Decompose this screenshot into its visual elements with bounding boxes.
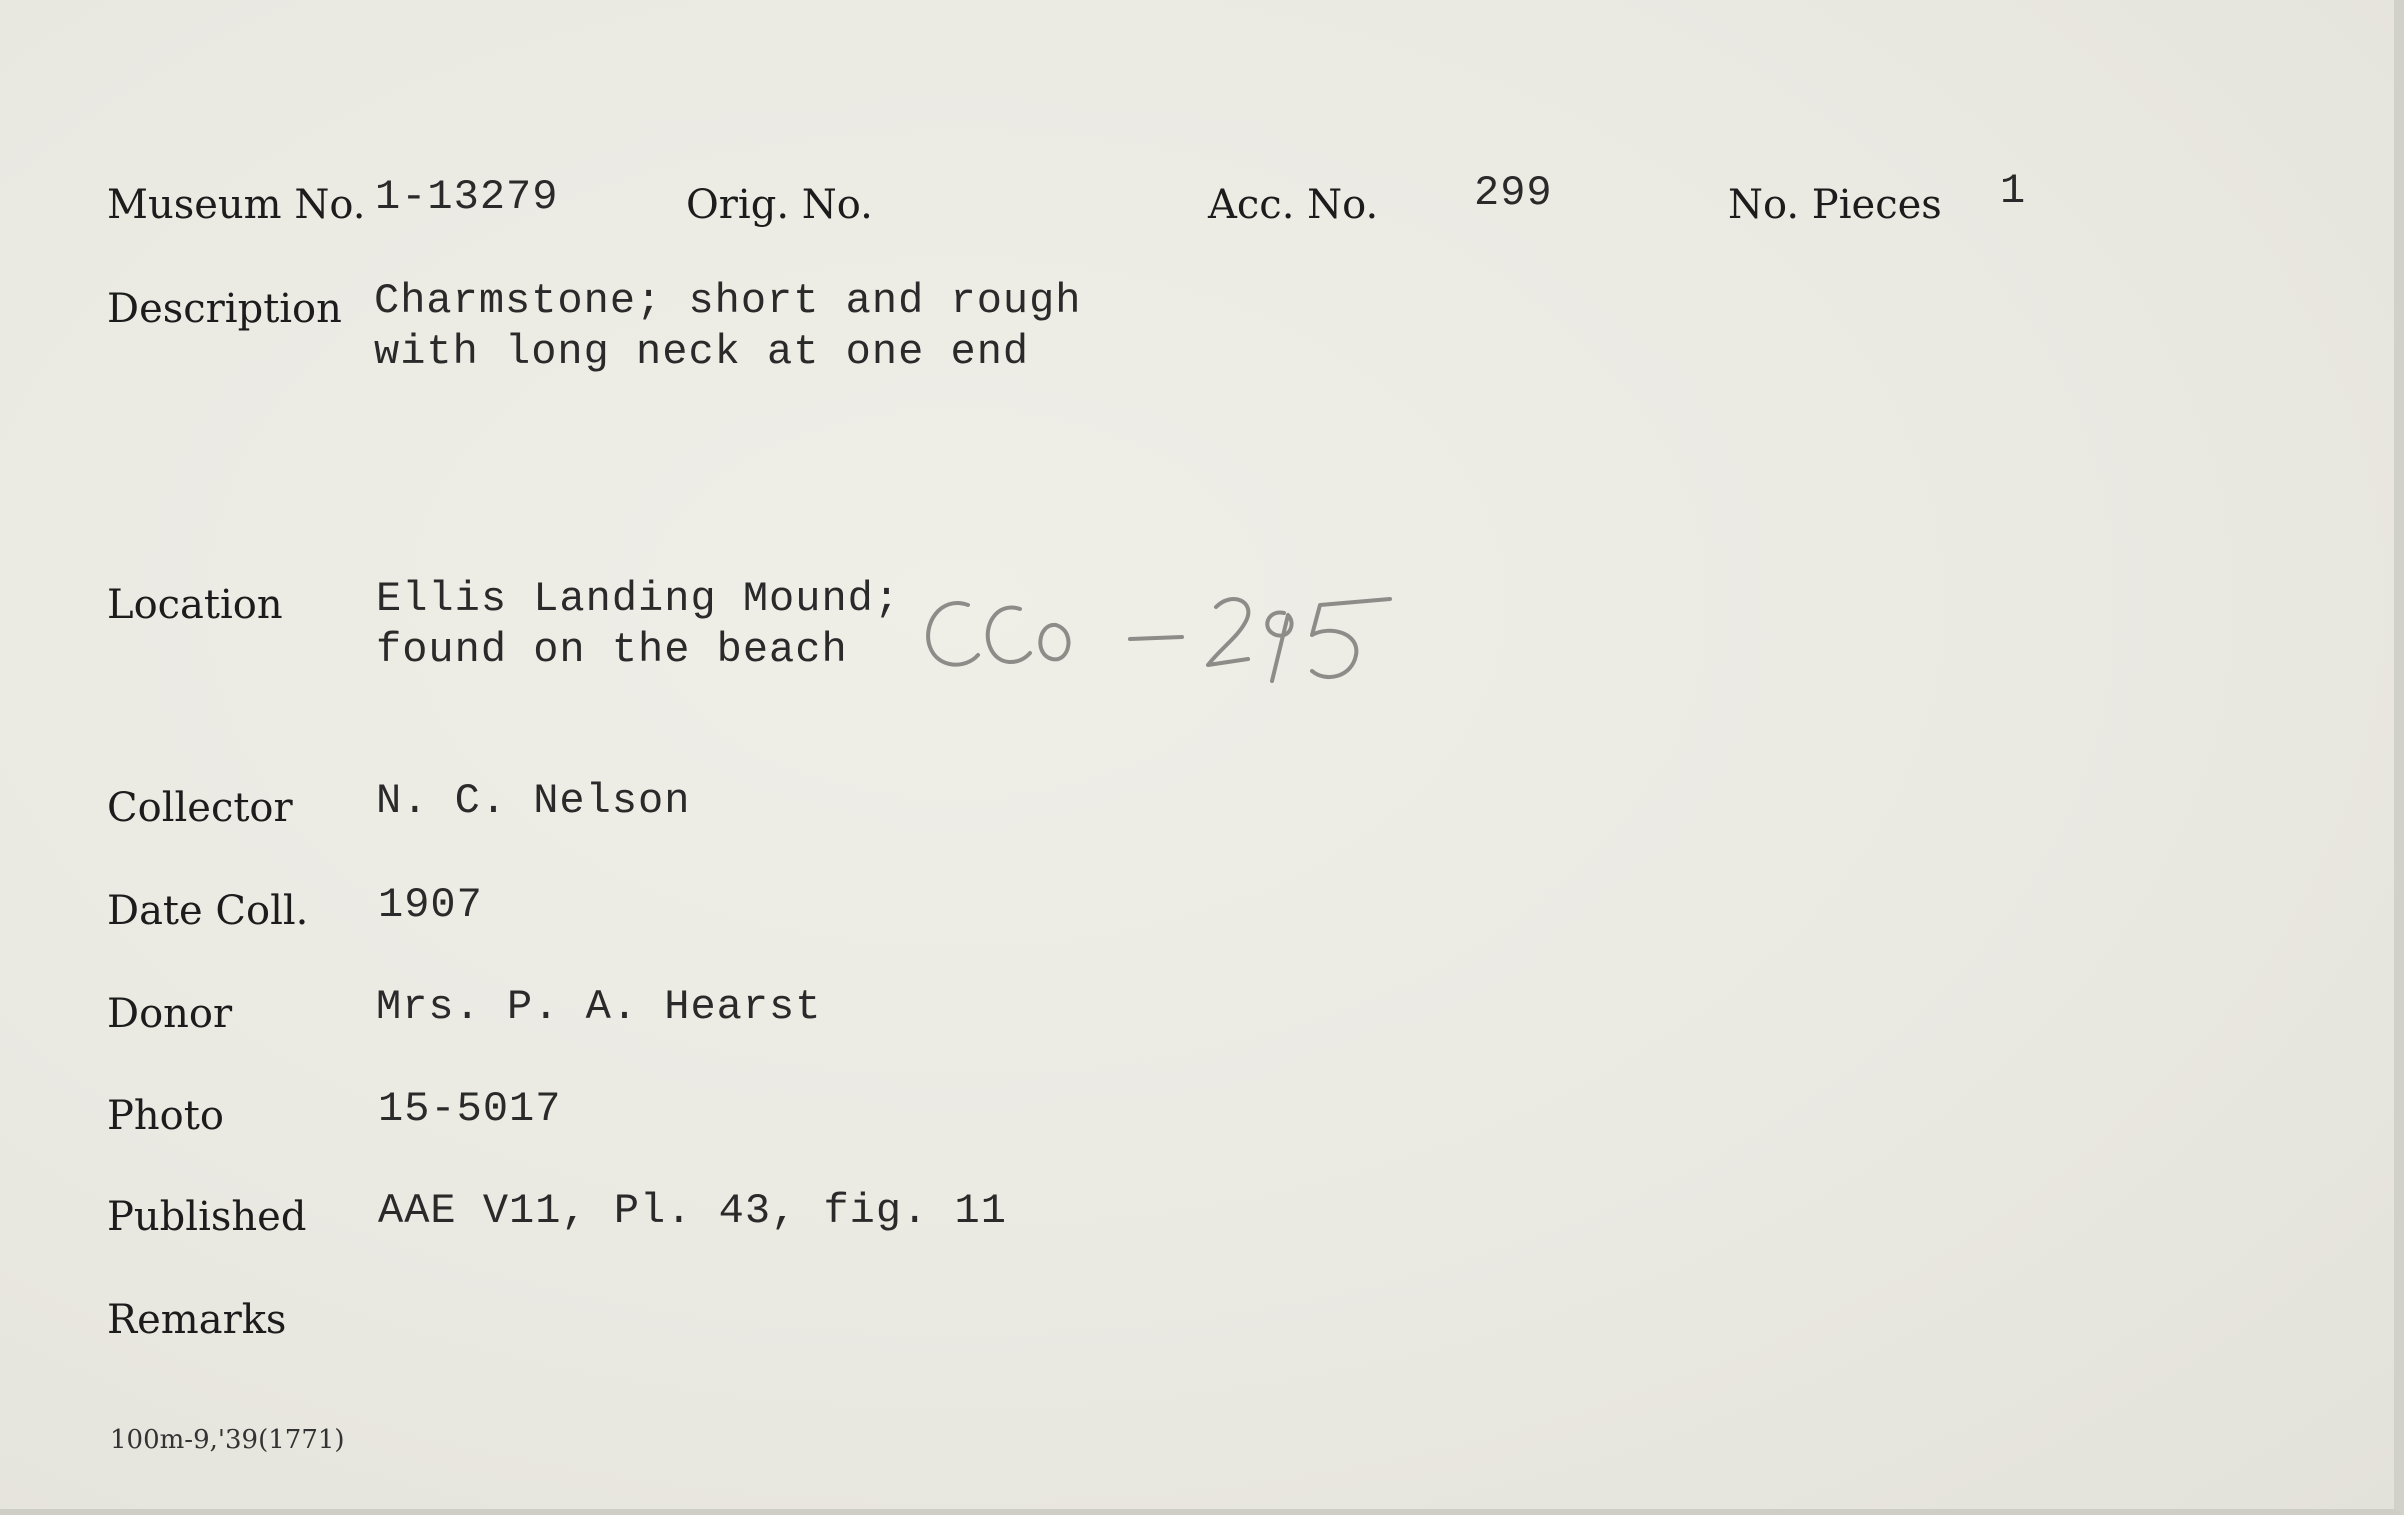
museum-no-label: Museum No. — [107, 182, 366, 228]
description-label: Description — [107, 286, 342, 332]
museum-no-value: 1-13279 — [375, 173, 559, 221]
no-pieces-label: No. Pieces — [1728, 182, 1942, 228]
description-line-1: Charmstone; short and rough — [374, 277, 1082, 325]
orig-no-label: Orig. No. — [686, 182, 873, 228]
photo-value: 15-5017 — [378, 1085, 562, 1133]
location-label: Location — [107, 582, 283, 628]
collector-value: N. C. Nelson — [376, 777, 691, 825]
print-code: 100m-9,'39(1771) — [110, 1425, 345, 1455]
location-line-2: found on the beach — [376, 626, 848, 674]
acc-no-value: 299 — [1474, 169, 1553, 217]
date-coll-label: Date Coll. — [107, 888, 309, 934]
donor-value: Mrs. P. A. Hearst — [376, 983, 822, 1031]
description-line-2: with long neck at one end — [374, 328, 1030, 376]
acc-no-label: Acc. No. — [1208, 182, 1379, 228]
published-value: AAE V11, Pl. 43, fig. 11 — [378, 1187, 1007, 1235]
photo-label: Photo — [107, 1093, 224, 1139]
date-coll-value: 1907 — [378, 881, 483, 929]
no-pieces-value: 1 — [2000, 167, 2027, 215]
handwritten-site-number — [920, 585, 1400, 695]
published-label: Published — [107, 1194, 307, 1240]
donor-label: Donor — [107, 991, 233, 1037]
location-line-1: Ellis Landing Mound; — [376, 575, 901, 623]
collector-label: Collector — [107, 785, 293, 831]
remarks-label: Remarks — [107, 1297, 287, 1343]
